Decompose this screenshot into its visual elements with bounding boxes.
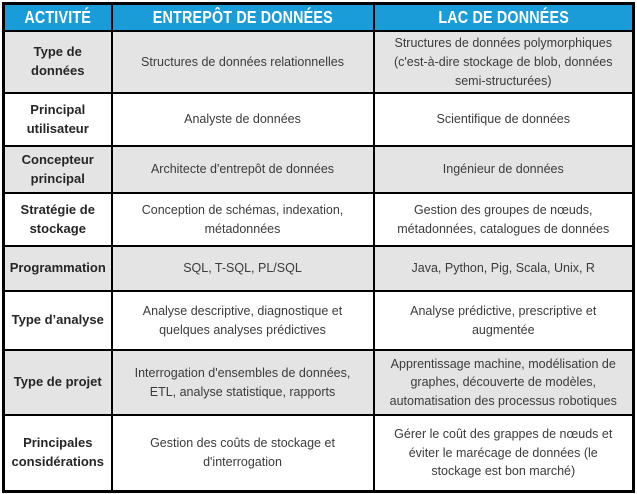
row-activity-cell: Principales considérations: [4, 415, 112, 491]
row-lake-cell: Structures de données polymorphiques (c'est-à-dire stockage de blob, données semi-structurées): [374, 31, 634, 93]
table-row: [4, 291, 634, 350]
row-warehouse-cell: SQL, T-SQL, PL/SQL: [112, 246, 374, 291]
header-activity: [4, 4, 112, 32]
table-row: [4, 93, 634, 146]
row-activity-cell: Type de projet: [4, 350, 112, 415]
header-lake: [374, 4, 634, 32]
header-activity-label: ACTIVITÉ: [24, 7, 92, 27]
row-lake-cell: Ingénieur de données: [374, 146, 634, 193]
row-lake-cell: Scientifique de données: [374, 93, 634, 146]
warehouse-vs-lake-table: [2, 2, 635, 493]
header-lake-label: LAC DE DONNÉES: [437, 7, 569, 27]
row-warehouse-cell: Interrogation d'ensembles de données, ETL, analyse statistique, rapports: [112, 350, 374, 415]
row-activity-cell: Programmation: [4, 246, 112, 291]
table-row: [4, 246, 634, 291]
table-row: [4, 415, 634, 491]
table-row: [4, 193, 634, 246]
row-lake-cell: Analyse prédictive, prescriptive et augmentée: [374, 291, 634, 350]
row-activity-cell: Type d’analyse: [4, 291, 112, 350]
row-warehouse-cell: Gestion des coûts de stockage et d'interrogation: [112, 415, 374, 491]
table-row: [4, 146, 634, 193]
row-warehouse-cell: Structures de données relationnelles: [112, 31, 374, 93]
table-row: [4, 31, 634, 93]
table-header-row: [4, 4, 634, 32]
row-warehouse-cell: Architecte d'entrepôt de données: [112, 146, 374, 193]
row-activity-cell: Concepteur principal: [4, 146, 112, 193]
header-warehouse-label: ENTREPÔT DE DONNÉES: [152, 7, 333, 27]
row-warehouse-cell: Conception de schémas, indexation, métadonnées: [112, 193, 374, 246]
row-warehouse-cell: Analyse descriptive, diagnostique et quelques analyses prédictives: [112, 291, 374, 350]
row-lake-cell: Java, Python, Pig, Scala, Unix, R: [374, 246, 634, 291]
row-activity-cell: Type de données: [4, 31, 112, 93]
row-warehouse-cell: Analyste de données: [112, 93, 374, 146]
row-lake-cell: Gérer le coût des grappes de nœuds et éviter le marécage de données (le stockage est bon marché): [374, 415, 634, 491]
header-warehouse: [112, 4, 374, 32]
row-activity-cell: Stratégie de stockage: [4, 193, 112, 246]
table-row: [4, 350, 634, 415]
row-activity-cell: Principal utilisateur: [4, 93, 112, 146]
row-lake-cell: Apprentissage machine, modélisation de graphes, découverte de modèles, automatisation des processus robotiques: [374, 350, 634, 415]
row-lake-cell: Gestion des groupes de nœuds, métadonnées, catalogues de données: [374, 193, 634, 246]
